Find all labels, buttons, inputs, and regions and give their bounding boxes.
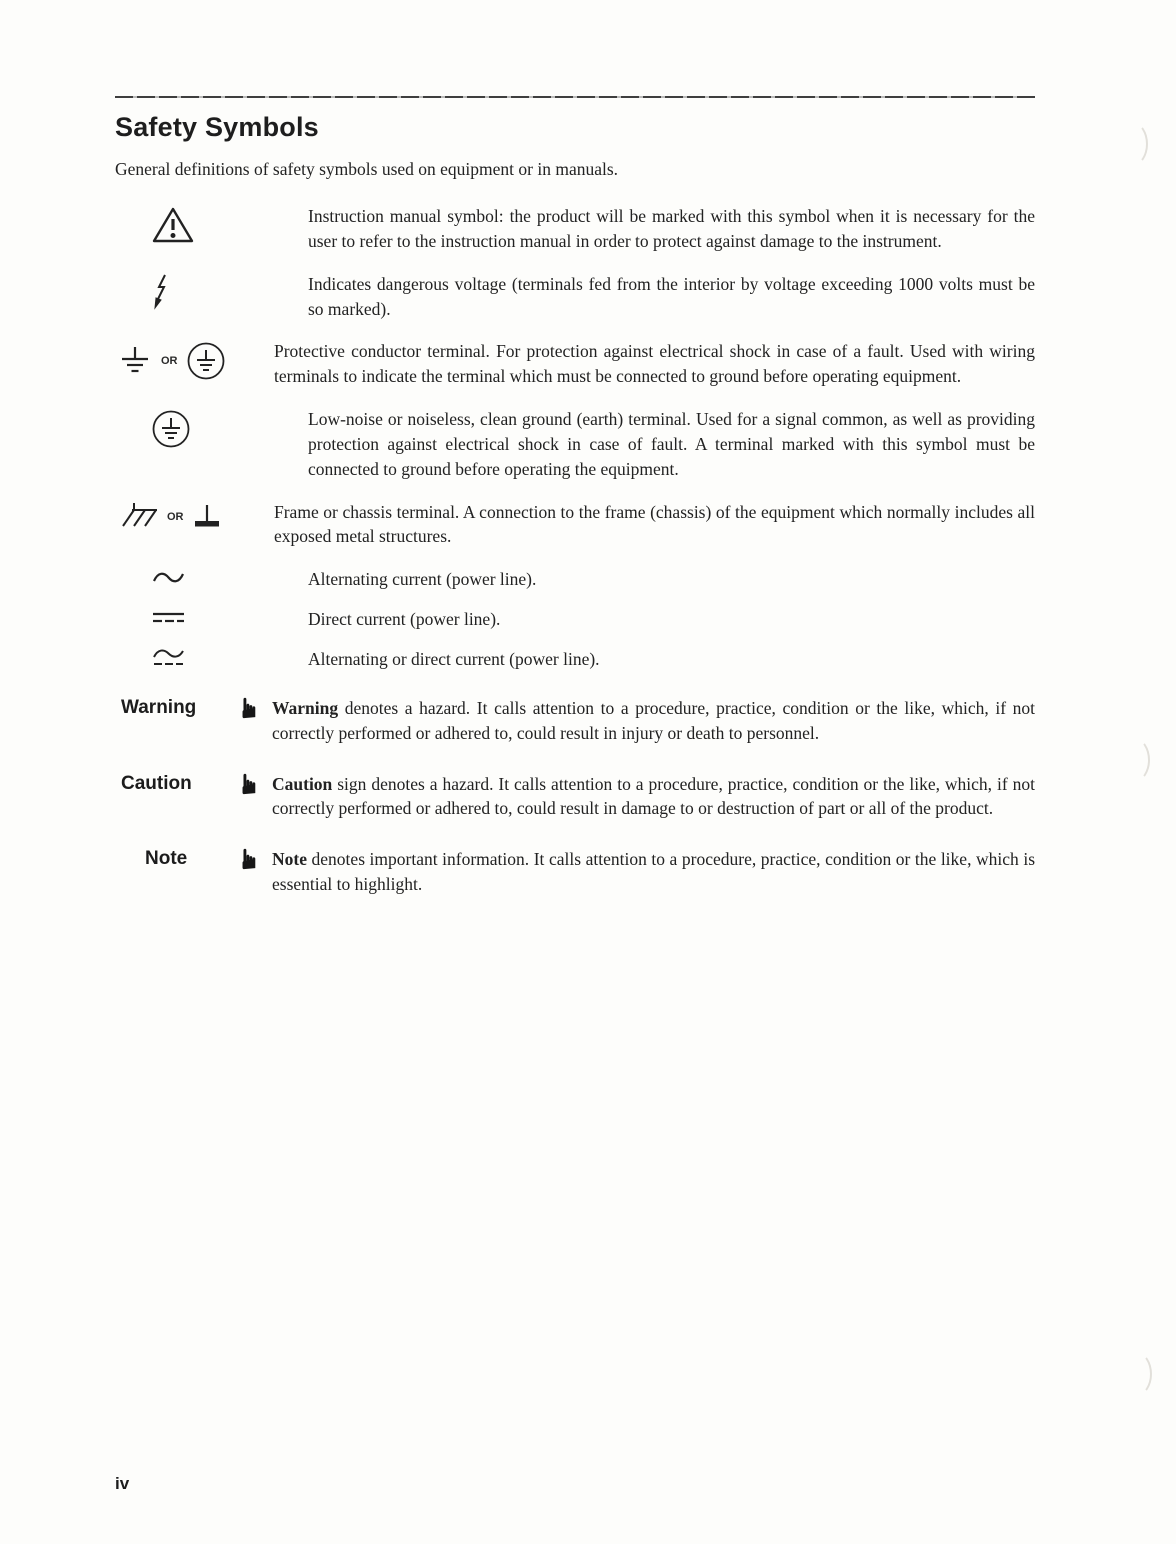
notice-row-note (115, 847, 1035, 897)
symbol-row-chassis (115, 500, 1035, 550)
top-rule (115, 96, 1035, 98)
scan-artifact (1118, 122, 1148, 166)
notice-lead: Warning (272, 697, 339, 718)
notice-lead: Note (272, 849, 307, 870)
chassis-ground-icon (117, 502, 159, 532)
circled-earth-terminal-icon (186, 341, 226, 381)
symbol-description: Protective conductor terminal. For protection against electrical shock in case of a fault. Used with wiring terminals to indicate the terminal which must be connected to ground before operating equipment. (274, 341, 1035, 387)
symbol-description: Low-noise or noiseless, clean ground (earth) terminal. Used for a signal common, as well as providing protection against electrical shock in case of fault. A terminal marked with this symbol must be connected to ground before operating the equipment. (308, 409, 1035, 479)
page-content (115, 96, 1035, 923)
symbol-description: Frame or chassis terminal. A connection to the frame (chassis) of the equipment which normally includes all exposed metal structures. (274, 501, 1035, 547)
note-label: Note (145, 848, 188, 870)
symbol-description: Indicates dangerous voltage (terminals fed from the interior by voltage exceeding 1000 volts must be so marked). (308, 273, 1035, 319)
pointing-hand-icon: ☛ (232, 695, 266, 721)
symbol-description: Alternating or direct current (power line). (308, 648, 600, 669)
notice-rest: sign denotes a hazard. It calls attention to a procedure, practice, condition or the like, which, if not correctly performed or adhered to, could result in damage to or destruction of part or all of the product. (272, 773, 1035, 819)
pointing-hand-icon: ☛ (232, 770, 266, 797)
or-label: OR (167, 510, 184, 523)
or-label: OR (161, 355, 178, 368)
pointing-hand-icon: ☛ (232, 846, 266, 872)
circled-earth-terminal-icon (151, 409, 191, 449)
instruction-manual-triangle-icon (151, 206, 195, 244)
notice-rest: denotes important information. It calls attention to a procedure, practice, condition or the like, which is essential to highlight. (272, 849, 1035, 895)
notice-rest: denotes a hazard. It calls attention to a procedure, practice, condition or the like, which, if not correctly performed or adhered to, could result in injury or death to personnel. (272, 697, 1035, 743)
lightning-bolt-icon (151, 274, 173, 312)
notice-description (272, 696, 1035, 746)
page-number: iv (115, 1474, 130, 1493)
symbol-row-clean-ground (115, 407, 1035, 482)
page-title: Safety Symbols (115, 112, 319, 142)
notice-lead: Caution (272, 773, 333, 794)
warning-label: Warning (121, 696, 197, 718)
ac-wave-icon (151, 569, 187, 587)
symbol-description: Direct current (power line). (308, 609, 501, 630)
symbol-description: Alternating current (power line). (308, 569, 537, 590)
caution-label: Caution (121, 772, 192, 794)
notice-description (272, 847, 1035, 897)
earth-terminal-icon (117, 346, 153, 376)
symbol-row-dangerous-voltage (115, 272, 1035, 322)
notice-row-warning (115, 696, 1035, 746)
intro-text: General definitions of safety symbols used on equipment or in manuals. (115, 159, 619, 179)
symbol-row-instruction-manual (115, 204, 1035, 254)
scan-artifact (1120, 738, 1150, 782)
scan-artifact (1122, 1352, 1152, 1396)
symbol-row-protective-conductor (115, 339, 1035, 389)
symbol-row-ac-dc (115, 647, 1035, 672)
ac-dc-icon (151, 649, 187, 669)
dc-lines-icon (151, 609, 187, 625)
notice-row-caution (115, 772, 1035, 822)
frame-terminal-icon (192, 504, 222, 530)
symbol-row-ac (115, 567, 1035, 592)
symbol-row-dc (115, 607, 1035, 632)
symbol-description: Instruction manual symbol: the product will be marked with this symbol when it is necessary for the user to refer to the instruction manual in order to protect against damage to the instrument. (308, 206, 1035, 251)
notice-description (272, 772, 1035, 822)
